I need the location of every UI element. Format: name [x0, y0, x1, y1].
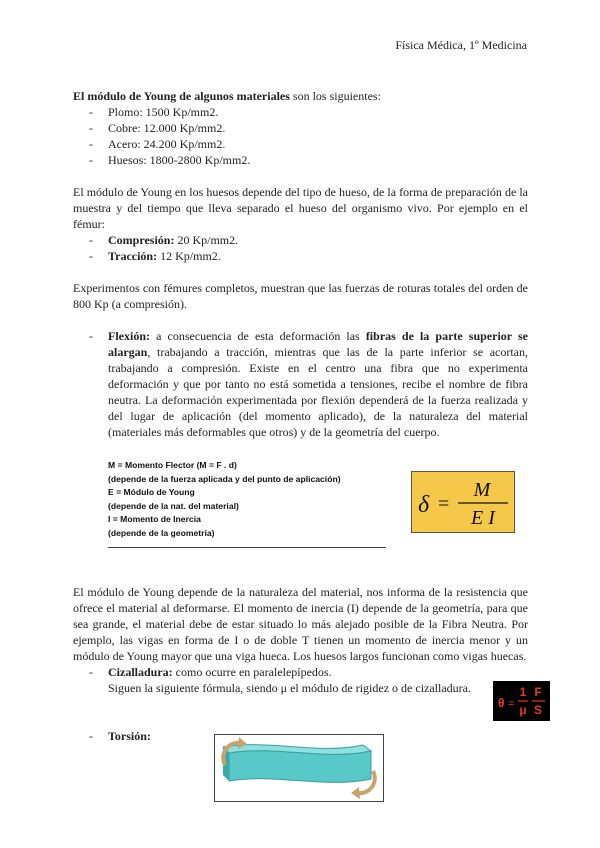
formula-den: E I	[471, 507, 495, 529]
list-item: - Huesos: 1800-2800 Kp/mm2.	[73, 152, 528, 168]
femur-label: Compresión:	[108, 233, 175, 247]
experiments-section	[73, 280, 528, 312]
shear-eq: =	[508, 698, 515, 710]
legend-line: (depende de la fuerza aplicada y del punto de aplicación)	[108, 473, 341, 484]
list-item	[73, 328, 528, 440]
shear-label: Cizalladura:	[108, 665, 173, 679]
intro-paragraph	[73, 88, 528, 104]
flexion-text: , trabajando a tracción, mientras que las de la parte inferior se acortan, trabajando a compresión. Existe en el centro una fibra que no experimenta deformación y que por tanto no está sometida a tensiones, recibe el nombre de fibra neutra. La deformación experimentada por flexión dependerá de la fuerza realizada y del lugar de aplicación (del momento aplicado), de la naturaleza del material (materiales más deformables que otros) y de la geometría del cuerpo.	[108, 345, 528, 439]
femur-label: Tracción:	[108, 249, 158, 263]
femur-value: 20 Kp/mm2.	[174, 233, 239, 247]
shear-den2: S	[533, 703, 543, 717]
legend-line: (depende de la nat. del material)	[108, 500, 239, 511]
flexion-section	[73, 328, 528, 440]
bone-section	[73, 184, 528, 264]
twisted-beam-icon	[215, 735, 383, 801]
shear-value: como ocurre en paralelepípedos.	[172, 665, 332, 679]
list-item: - Acero: 24.200 Kp/mm2.	[73, 136, 528, 152]
list-item: - Cobre: 12.000 Kp/mm2.	[73, 120, 528, 136]
torsion-label: Torsión:	[108, 729, 151, 743]
list-item	[73, 248, 528, 264]
shear-line2: Siguen la siguiente fórmula, siendo μ el módulo de rigidez o de cizalladura.	[108, 681, 471, 695]
list-item: - Plomo: 1500 Kp/mm2.	[73, 104, 528, 120]
young-paragraph: El módulo de Young depende de la naturaleza del material, nos informa de la resistencia que ofrece el material al deformarse. El momento de inercia (I) depende de la geometría, para que sea grande, el material debe de estar situado lo más alejado posible de la Fibra Neutra. Por ejemplo, las vigas en forma de I o de doble T tienen un momento de inercia menor y un módulo de Young mayor que una viga hueca. Los huesos largos funcionan como vigas huecas.	[73, 585, 528, 663]
shear-lhs: θ	[498, 696, 505, 710]
shear-num2: F	[534, 685, 542, 699]
shear-num1: 1	[519, 685, 527, 699]
list-item	[73, 232, 528, 248]
flexion-bold: fibras de la parte superior se alargan	[108, 329, 528, 359]
legend-line: I = Momento de Inercia	[108, 514, 201, 525]
legend-line: M = Momento Flector (M = F . d)	[108, 460, 237, 470]
intro-rest: son los siguientes:	[289, 89, 381, 103]
formula-eq: =	[438, 493, 450, 515]
flexion-label: Flexión:	[108, 329, 150, 343]
experiments-paragraph: Experimentos con fémures completos, muestran que las fuerzas de roturas totales del orden de 800 Kp (a compresión).	[73, 281, 528, 311]
torsion-illustration	[214, 734, 384, 802]
shear-list	[73, 664, 528, 696]
materials-list	[73, 104, 528, 168]
bone-paragraph: El módulo de Young en los huesos depende del tipo de hueso, de la forma de preparación de la muestra y del tiempo que lleva separado el hueso del organismo vivo. Por ejemplo en el fémur:	[73, 185, 528, 231]
femur-list	[73, 232, 528, 264]
formula-num: M	[473, 479, 491, 501]
list-item	[73, 664, 528, 696]
legend-line: E = Módulo de Young	[108, 487, 195, 498]
flexion-text: a consecuencia de esta deformación las	[150, 329, 366, 343]
formula-lhs: δ	[418, 492, 430, 518]
young-section	[73, 584, 528, 696]
shear-den1: μ	[519, 703, 527, 717]
flexion-formula	[411, 471, 515, 533]
page-header: Física Médica, 1º Medicina	[395, 38, 527, 52]
legend-line: (depende de la geometría)	[108, 527, 215, 538]
intro-bold: El módulo de Young de algunos materiales	[73, 89, 290, 103]
materials-section	[73, 88, 528, 168]
formula-legend	[108, 459, 386, 548]
shear-formula	[493, 681, 550, 721]
flexion-list	[73, 328, 528, 440]
femur-value: 12 Kp/mm2.	[157, 249, 221, 263]
